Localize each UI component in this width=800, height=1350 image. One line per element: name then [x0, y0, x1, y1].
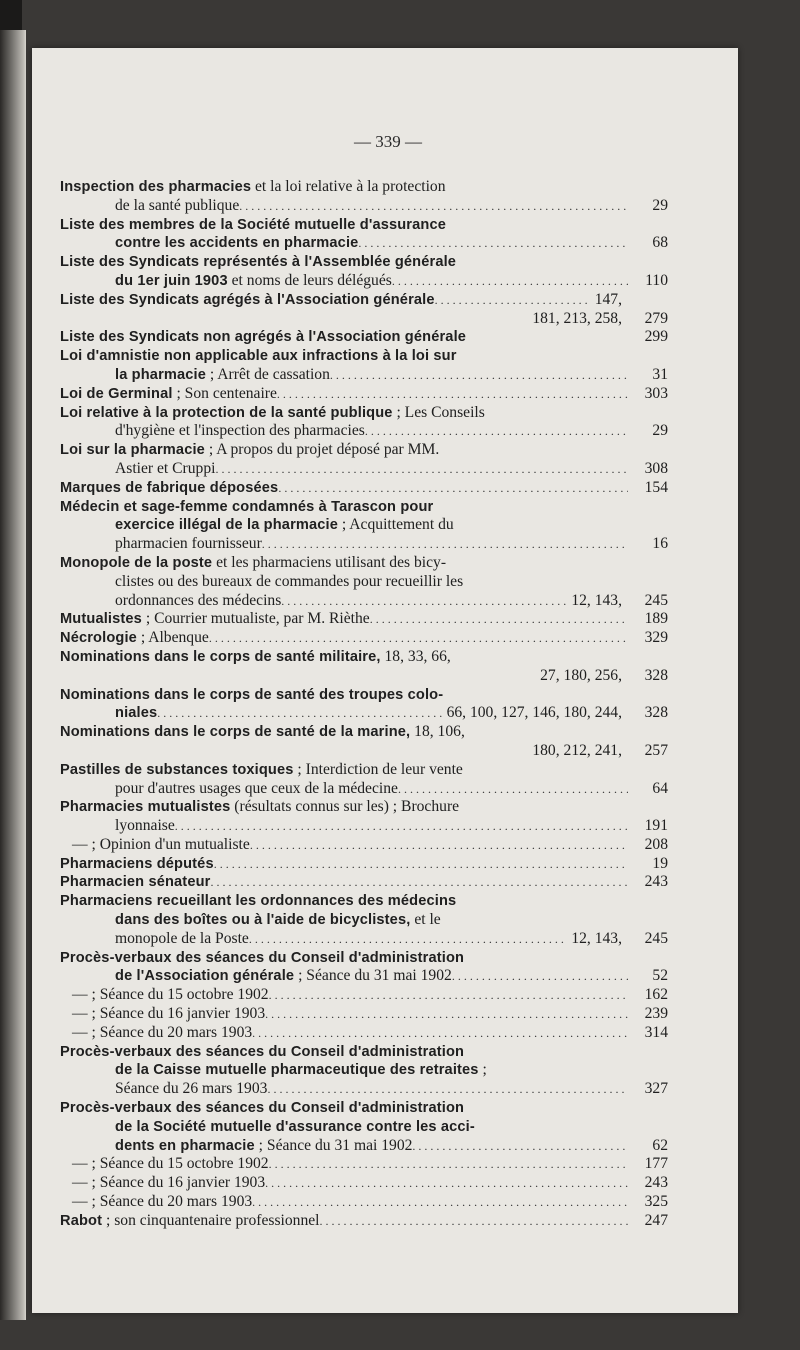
index-line	[60, 780, 668, 799]
page-ref-number: 247	[644, 1211, 668, 1229]
index-line	[60, 1043, 668, 1062]
dot-leader	[358, 234, 628, 253]
entry-text: ; Interdiction de leur vente	[293, 760, 463, 778]
index-entry	[60, 328, 668, 347]
dot-leader	[392, 272, 628, 291]
page-references: 66, 100, 127, 146, 180, 244,	[446, 704, 622, 722]
entry-text: de la santé publique	[115, 196, 240, 214]
index-line	[60, 1155, 668, 1174]
index-entry	[60, 1099, 668, 1212]
page-references: 147,	[594, 290, 622, 308]
index-entry	[60, 873, 668, 892]
entry-text: ordonnances des médecins	[115, 591, 282, 609]
entry-text: ; son cinquantenaire professionnel	[102, 1211, 320, 1229]
index-line	[60, 1174, 668, 1193]
index-line	[60, 798, 668, 817]
index-entry	[60, 761, 668, 799]
book-page	[32, 48, 738, 1313]
entry-heading: Mutualistes	[60, 611, 142, 628]
entry-heading: du 1er juin 1903	[115, 272, 228, 289]
index-line	[60, 1005, 668, 1024]
entry-text: ; Arrêt de cassation	[206, 365, 330, 383]
entry-heading: Pharmacien sénateur	[60, 874, 211, 891]
entry-text: et noms de leurs délégués	[227, 271, 392, 289]
dot-leader	[269, 1155, 628, 1174]
page-ref-number: 243	[644, 1174, 668, 1192]
index-entry	[60, 291, 668, 329]
index-entry	[60, 216, 668, 254]
index-line	[60, 328, 668, 347]
entry-text: — ; Séance du 20 mars 1903	[72, 1023, 253, 1041]
index-entry	[60, 385, 668, 404]
page-ref-number: 257	[644, 741, 668, 759]
entry-text: Astier et Cruppi	[115, 459, 216, 477]
index-line	[60, 385, 668, 404]
index-line	[60, 629, 668, 648]
dot-leader	[277, 385, 628, 404]
dot-leader	[330, 366, 628, 385]
entry-heading: Pastilles de substances toxiques	[60, 761, 294, 778]
entry-heading: Nominations dans le corps de santé des troupes colo-	[60, 686, 444, 703]
page-ref-number: 189	[644, 610, 668, 628]
page-ref-number: 154	[644, 478, 668, 496]
dot-leader	[157, 704, 442, 723]
entry-text: 18, 106,	[410, 723, 465, 741]
entry-text: clistes ou des bureaux de commandes pour recueillir les	[115, 572, 464, 590]
entry-text: d'hygiène et l'inspection des pharmacies	[115, 422, 365, 440]
dot-leader	[239, 197, 628, 216]
dot-leader	[210, 873, 628, 892]
index-line	[60, 1099, 668, 1118]
entry-heading: de l'Association générale	[115, 968, 295, 985]
index-line	[60, 911, 668, 930]
dot-leader	[252, 1024, 628, 1043]
entry-heading: Médecin et sage-femme condamnés à Tarascon pour	[60, 498, 434, 515]
page-ref-number: 303	[644, 384, 668, 402]
index-line	[60, 873, 668, 892]
index-line	[60, 310, 668, 329]
entry-text: monopole de la Poste	[115, 929, 249, 947]
entry-text: et les pharmaciens utilisant des bicy-	[212, 553, 447, 571]
dot-leader	[267, 1080, 628, 1099]
index-line	[60, 1080, 668, 1099]
entry-text: — ; Séance du 15 octobre 1902	[72, 1155, 269, 1173]
index-line	[60, 272, 668, 291]
dot-leader	[252, 1193, 628, 1212]
entry-heading: contre les accidents en pharmacie	[115, 235, 359, 252]
entry-heading: dans des boîtes ou à l'aide de bicyclistes,	[115, 912, 411, 929]
dot-leader	[281, 592, 567, 611]
index-line	[60, 554, 668, 573]
index-line	[60, 742, 668, 761]
index-line	[60, 479, 668, 498]
page-ref-number: 299	[644, 328, 668, 346]
page-references: 27, 180, 256,	[540, 666, 622, 684]
page-references: 181, 213, 258,	[532, 309, 622, 327]
index-line	[60, 441, 668, 460]
index-entry	[60, 178, 668, 216]
entry-heading: Pharmaciens députés	[60, 855, 214, 872]
index-line	[60, 1212, 668, 1231]
entry-heading: exercice illégal de la pharmacie	[115, 517, 339, 534]
entry-text: ; Albenque	[136, 629, 209, 647]
index-line	[60, 817, 668, 836]
index-line	[60, 704, 668, 723]
index-entry	[60, 610, 668, 629]
index-line	[60, 1024, 668, 1043]
page-ref-number: 328	[644, 666, 668, 684]
entry-heading: Nécrologie	[60, 630, 137, 647]
entry-heading: Rabot	[60, 1212, 103, 1229]
index-entry	[60, 629, 668, 648]
entry-text: lyonnaise	[115, 817, 175, 835]
index-entry	[60, 479, 668, 498]
index-line	[60, 422, 668, 441]
index-line	[60, 610, 668, 629]
entry-heading: de la Société mutuelle d'assurance contre les acci-	[115, 1118, 475, 1135]
index-line	[60, 967, 668, 986]
page-ref-number: 162	[644, 986, 668, 1004]
entry-text: ; Les Conseils	[392, 403, 485, 421]
entry-text: — ; Opinion d'un mutualiste	[72, 835, 250, 853]
dot-leader	[435, 291, 591, 310]
page-references: 12, 143,	[571, 929, 622, 947]
index-line	[60, 347, 668, 366]
entry-text: Séance du 26 mars 1903	[115, 1080, 268, 1098]
index-entry	[60, 892, 668, 948]
page-ref-number: 68	[652, 234, 668, 252]
dot-leader	[250, 836, 628, 855]
entry-heading: Liste des Syndicats agrégés à l'Association générale	[60, 291, 435, 308]
page-ref-number: 62	[652, 1136, 668, 1154]
dot-leader	[209, 629, 628, 648]
index-entry	[60, 498, 668, 554]
index-entry	[60, 404, 668, 442]
page-ref-number: 64	[652, 779, 668, 797]
index-line	[60, 1137, 668, 1156]
page-ref-number: 239	[644, 1005, 668, 1023]
dot-leader	[452, 967, 628, 986]
page-ref-number: 243	[644, 873, 668, 891]
entry-heading: dents en pharmacie	[115, 1137, 255, 1154]
index-line	[60, 1061, 668, 1080]
dot-leader	[265, 1174, 628, 1193]
page-ref-number: 308	[644, 459, 668, 477]
entry-heading: Procès-verbaux des séances du Conseil d'administration	[60, 1100, 465, 1117]
index-line	[60, 592, 668, 611]
entry-text: pour d'autres usages que ceux de la médecine	[115, 779, 398, 797]
entry-text: ; Séance du 31 mai 1902	[254, 1136, 413, 1154]
page-ref-number: 245	[644, 929, 668, 947]
page-ref-number: 177	[644, 1155, 668, 1173]
index-line	[60, 836, 668, 855]
entry-text: ; Acquittement du	[338, 516, 454, 534]
index-line	[60, 667, 668, 686]
index-line	[60, 761, 668, 780]
index-line	[60, 178, 668, 197]
index-entry	[60, 1212, 668, 1231]
entry-heading: Loi de Germinal	[60, 385, 173, 402]
entry-text: pharmacien fournisseur	[115, 535, 262, 553]
entry-text: — ; Séance du 16 janvier 1903	[72, 1005, 266, 1023]
entry-text: — ; Séance du 16 janvier 1903	[72, 1174, 266, 1192]
index-list	[60, 178, 668, 1231]
index-line	[60, 404, 668, 423]
page-ref-number: 279	[644, 309, 668, 327]
index-entry	[60, 798, 668, 854]
entry-heading: Procès-verbaux des séances du Conseil d'administration	[60, 1043, 465, 1060]
index-line	[60, 986, 668, 1005]
index-line	[60, 253, 668, 272]
entry-text: — ; Séance du 15 octobre 1902	[72, 986, 269, 1004]
index-line	[60, 648, 668, 667]
index-line	[60, 216, 668, 235]
page-references: 180, 212, 241,	[532, 741, 622, 759]
dot-leader	[175, 817, 628, 836]
page-number: — 339 —	[354, 132, 422, 151]
dot-leader	[412, 1137, 628, 1156]
page-ref-number: 328	[644, 704, 668, 722]
entry-heading: Procès-verbaux des séances du Conseil d'administration	[60, 949, 465, 966]
entry-heading: Liste des membres de la Société mutuelle d'assurance	[60, 216, 446, 233]
index-line	[60, 234, 668, 253]
index-line	[60, 1193, 668, 1212]
index-entry	[60, 1043, 668, 1099]
dot-leader	[214, 855, 628, 874]
page-references: 12, 143,	[571, 591, 622, 609]
entry-text: — ; Séance du 20 mars 1903	[72, 1193, 253, 1211]
entry-heading: Marques de fabrique déposées	[60, 479, 279, 496]
entry-heading: Nominations dans le corps de santé de la marine,	[60, 724, 411, 741]
index-line	[60, 892, 668, 911]
entry-text: ; Courrier mutualiste, par M. Rièthe	[141, 610, 370, 628]
entry-text: (résultats connus sur les) ; Brochure	[230, 798, 460, 816]
page-ref-number: 31	[652, 365, 668, 383]
entry-heading: Loi d'amnistie non applicable aux infractions à la loi sur	[60, 348, 457, 365]
entry-text: ; A propos du projet déposé par MM.	[204, 441, 440, 459]
entry-text: ; Séance du 31 mai 1902	[294, 967, 452, 985]
page-ref-number: 314	[644, 1023, 668, 1041]
entry-heading: Monopole de la poste	[60, 554, 213, 571]
entry-heading: Liste des Syndicats non agrégés à l'Association générale	[60, 329, 467, 346]
page-ref-number: 19	[652, 854, 668, 872]
entry-heading: la pharmacie	[115, 366, 207, 383]
page-ref-number: 329	[644, 629, 668, 647]
page-ref-number: 191	[644, 817, 668, 835]
index-line	[60, 855, 668, 874]
page-ref-number: 29	[652, 422, 668, 440]
dot-leader	[249, 930, 567, 949]
entry-text: ; Son centenaire	[172, 384, 277, 402]
entry-heading: Inspection des pharmacies	[60, 179, 252, 195]
index-line	[60, 573, 668, 592]
entry-heading: Loi sur la pharmacie	[60, 442, 205, 459]
index-entry	[60, 723, 668, 761]
dot-leader	[262, 535, 628, 554]
index-line	[60, 535, 668, 554]
entry-text: 18, 33, 66,	[380, 647, 451, 665]
entry-text: et la loi relative à la protection	[251, 178, 446, 195]
index-entry	[60, 253, 668, 291]
page-ref-number: 208	[644, 835, 668, 853]
entry-heading: niales	[115, 705, 158, 722]
dot-leader	[269, 986, 628, 1005]
index-entry	[60, 855, 668, 874]
index-line	[60, 516, 668, 535]
dot-leader	[320, 1212, 629, 1231]
dot-leader	[370, 610, 628, 629]
dot-leader	[398, 780, 628, 799]
index-line	[60, 460, 668, 479]
index-entry	[60, 347, 668, 385]
book-binding-edge	[0, 30, 26, 1320]
entry-heading: Loi relative à la protection de la santé publique	[60, 404, 393, 421]
index-line	[60, 949, 668, 968]
entry-heading: de la Caisse mutuelle pharmaceutique des retraites	[115, 1062, 479, 1079]
index-line	[60, 291, 668, 310]
entry-heading: Pharmaciens recueillant les ordonnances des médecins	[60, 893, 457, 910]
index-line	[60, 686, 668, 705]
page-ref-number: 16	[652, 535, 668, 553]
index-line	[60, 366, 668, 385]
index-line	[60, 1118, 668, 1137]
index-line	[60, 930, 668, 949]
index-line	[60, 498, 668, 517]
page-ref-number: 325	[644, 1193, 668, 1211]
dot-leader	[278, 479, 628, 498]
index-entry	[60, 441, 668, 479]
page-ref-number: 245	[644, 591, 668, 609]
dot-leader	[215, 460, 628, 479]
index-entry	[60, 554, 668, 610]
index-line	[60, 197, 668, 216]
index-entry	[60, 648, 668, 686]
page-ref-number: 52	[652, 967, 668, 985]
entry-text: ;	[478, 1061, 487, 1079]
index-entry	[60, 949, 668, 1043]
entry-heading: Nominations dans le corps de santé militaire,	[60, 648, 381, 665]
entry-heading: Liste des Syndicats représentés à l'Assemblée générale	[60, 254, 457, 271]
index-line	[60, 723, 668, 742]
entry-text: et le	[410, 911, 441, 929]
page-ref-number: 327	[644, 1080, 668, 1098]
index-entry	[60, 686, 668, 724]
page-ref-number: 110	[645, 271, 668, 289]
entry-heading: Pharmacies mutualistes	[60, 799, 231, 816]
dot-leader	[265, 1005, 628, 1024]
dot-leader	[365, 422, 628, 441]
page-ref-number: 29	[652, 196, 668, 214]
